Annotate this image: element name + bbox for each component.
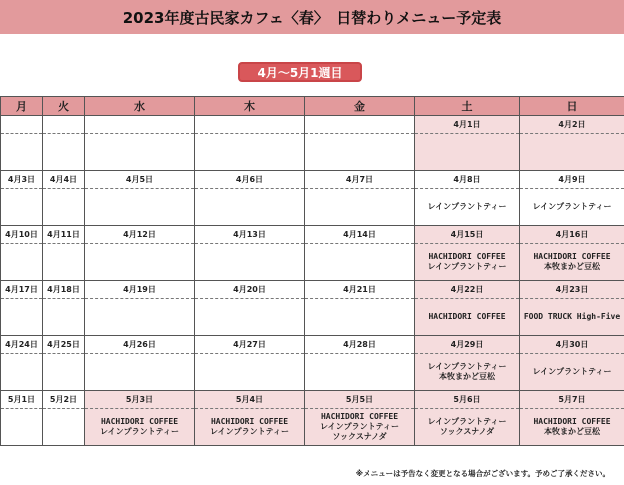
day-event-cell (43, 189, 85, 226)
day-event-cell (43, 354, 85, 391)
week-badge: 4月〜5月1週目 (238, 62, 362, 82)
day-event-cell (305, 299, 415, 336)
day-event-cell (85, 244, 195, 281)
menu-item: レインプラントティー (427, 202, 507, 211)
day-event-cell (520, 134, 624, 171)
menu-item: レインプラントティー (427, 417, 507, 426)
day-date-cell: 4月2日 (520, 116, 624, 134)
day-date-cell: 5月7日 (520, 391, 624, 409)
day-event-cell (1, 244, 43, 281)
day-date-cell (305, 116, 415, 134)
menu-item: 本牧まかど豆松 (439, 372, 495, 381)
day-event-cell (1, 409, 43, 446)
day-date-cell: 4月8日 (415, 171, 520, 189)
day-event-cell (85, 189, 195, 226)
day-event-cell (415, 134, 520, 171)
menu-item: レインプラントティー (532, 202, 612, 211)
week-date-row (1, 281, 624, 299)
day-date-cell: 4月27日 (195, 336, 305, 354)
day-event-cell (305, 409, 415, 446)
day-event-cell (305, 354, 415, 391)
day-date-cell: 4月1日 (415, 116, 520, 134)
day-date-cell: 4月16日 (520, 226, 624, 244)
menu-item: FOOD TRUCK High-Five (523, 312, 621, 321)
disclaimer-note: ※メニューは予告なく変更となる場合がございます。予めご了承ください。 (355, 469, 610, 478)
day-event-cell (43, 409, 85, 446)
week-event-row (1, 189, 624, 226)
day-event-cell (415, 244, 520, 281)
day-event-cell (415, 299, 520, 336)
day-event-cell (1, 299, 43, 336)
day-date-cell: 4月7日 (305, 171, 415, 189)
day-date-cell: 5月1日 (1, 391, 43, 409)
day-date-cell: 4月22日 (415, 281, 520, 299)
day-event-cell (43, 244, 85, 281)
day-event-cell (85, 134, 195, 171)
week-date-row (1, 336, 624, 354)
day-date-cell: 4月14日 (305, 226, 415, 244)
week-event-row (1, 299, 624, 336)
day-event-cell (305, 189, 415, 226)
day-event-cell (520, 189, 624, 226)
calendar-body (1, 116, 624, 446)
week-date-row (1, 226, 624, 244)
day-date-cell: 4月29日 (415, 336, 520, 354)
day-date-cell: 4月9日 (520, 171, 624, 189)
menu-item: レインプラントティー (100, 427, 179, 436)
week-date-row (1, 171, 624, 189)
day-event-cell (520, 299, 624, 336)
day-event-cell (43, 299, 85, 336)
day-event-cell (195, 244, 305, 281)
day-date-cell: 4月19日 (85, 281, 195, 299)
day-event-cell (1, 354, 43, 391)
weekday-header-fri: 金 (305, 97, 415, 116)
day-date-cell: 4月17日 (1, 281, 43, 299)
day-date-cell: 4月5日 (85, 171, 195, 189)
menu-item: レインプラントティー (532, 367, 612, 376)
weekday-header-sat: 土 (415, 97, 520, 116)
week-event-row (1, 134, 624, 171)
menu-item: ソックスナノダ (332, 432, 387, 441)
day-event-cell (520, 409, 624, 446)
menu-item: HACHIDORI COFFEE (533, 252, 611, 261)
day-date-cell: 5月6日 (415, 391, 520, 409)
menu-item: HACHIDORI COFFEE (210, 417, 289, 426)
week-event-row (1, 409, 624, 446)
day-date-cell: 4月25日 (43, 336, 85, 354)
menu-item: レインプラントティー (210, 427, 289, 436)
day-date-cell: 4月24日 (1, 336, 43, 354)
day-event-cell (195, 354, 305, 391)
weekday-header-thu: 木 (195, 97, 305, 116)
day-date-cell: 5月5日 (305, 391, 415, 409)
day-event-cell (1, 189, 43, 226)
day-date-cell (195, 116, 305, 134)
calendar-table (0, 96, 624, 446)
weekday-header-sun: 日 (520, 97, 624, 116)
day-date-cell: 4月30日 (520, 336, 624, 354)
day-date-cell: 4月21日 (305, 281, 415, 299)
day-event-cell (415, 354, 520, 391)
menu-item: ソックスナノダ (439, 427, 495, 436)
day-event-cell (195, 299, 305, 336)
menu-item: 本牧まかど豆松 (544, 427, 600, 436)
day-event-cell (85, 299, 195, 336)
day-date-cell (1, 116, 43, 134)
day-event-cell (415, 189, 520, 226)
day-event-cell (305, 244, 415, 281)
day-date-cell: 4月13日 (195, 226, 305, 244)
day-date-cell: 4月11日 (43, 226, 85, 244)
day-date-cell: 4月18日 (43, 281, 85, 299)
day-date-cell: 5月3日 (85, 391, 195, 409)
day-event-cell (195, 189, 305, 226)
day-event-cell (520, 244, 624, 281)
day-date-cell (43, 116, 85, 134)
day-date-cell: 4月28日 (305, 336, 415, 354)
day-event-cell (415, 409, 520, 446)
day-event-cell (195, 409, 305, 446)
day-event-cell (1, 134, 43, 171)
menu-item: HACHIDORI COFFEE (533, 417, 611, 426)
day-event-cell (520, 354, 624, 391)
day-date-cell: 4月10日 (1, 226, 43, 244)
day-date-cell: 4月4日 (43, 171, 85, 189)
day-event-cell (305, 134, 415, 171)
day-date-cell: 4月23日 (520, 281, 624, 299)
menu-item: HACHIDORI COFFEE (428, 252, 506, 261)
menu-item: HACHIDORI COFFEE (428, 312, 506, 321)
weekday-header-wed: 水 (85, 97, 195, 116)
menu-item: レインプラントティー (427, 262, 507, 271)
day-date-cell: 4月15日 (415, 226, 520, 244)
week-event-row (1, 244, 624, 281)
week-event-row (1, 354, 624, 391)
day-date-cell: 4月20日 (195, 281, 305, 299)
weekday-header-mon: 月 (1, 97, 43, 116)
day-date-cell: 5月4日 (195, 391, 305, 409)
menu-item: 本牧まかど豆松 (544, 262, 600, 271)
day-event-cell (195, 134, 305, 171)
week-date-row (1, 391, 624, 409)
menu-item: HACHIDORI COFFEE (100, 417, 179, 426)
weekday-header-row (1, 97, 624, 116)
day-date-cell: 4月26日 (85, 336, 195, 354)
day-date-cell (85, 116, 195, 134)
day-date-cell: 4月12日 (85, 226, 195, 244)
week-date-row (1, 116, 624, 134)
day-date-cell: 4月3日 (1, 171, 43, 189)
day-event-cell (85, 354, 195, 391)
day-event-cell (85, 409, 195, 446)
day-event-cell (43, 134, 85, 171)
page-title: 2023年度古民家カフェ〈春〉 日替わりメニュー予定表 (0, 0, 624, 34)
menu-item: HACHIDORI COFFEE (320, 412, 399, 421)
day-date-cell: 5月2日 (43, 391, 85, 409)
menu-item: レインプラントティー (427, 362, 507, 371)
weekday-header-tue: 火 (43, 97, 85, 116)
menu-item: レインプラントティー (320, 422, 399, 431)
day-date-cell: 4月6日 (195, 171, 305, 189)
